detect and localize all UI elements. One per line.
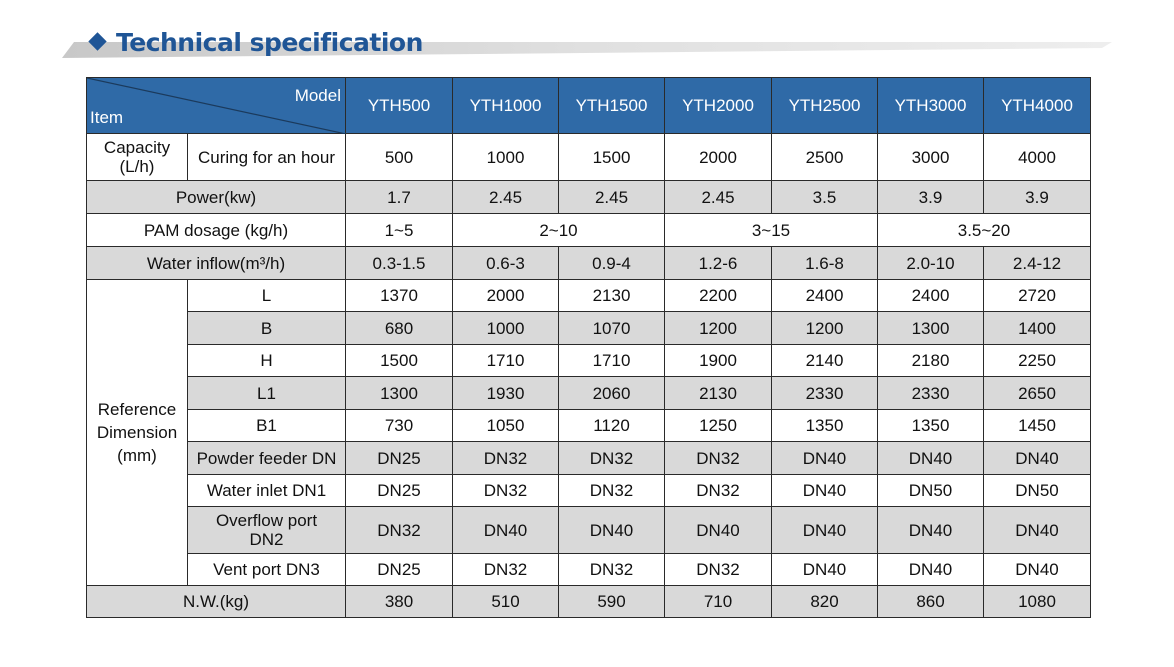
table-cell: DN40 [984, 554, 1091, 586]
table-cell: 1400 [984, 312, 1091, 345]
table-cell: DN40 [878, 507, 984, 554]
table-row [87, 134, 1091, 181]
table-cell: DN40 [984, 507, 1091, 554]
table-cell: 1710 [559, 345, 665, 377]
table-cell: 1500 [559, 134, 665, 181]
capacity-sublabel: Curing for an hour [188, 134, 346, 181]
table-cell: 2.0-10 [878, 247, 984, 280]
table-row [87, 586, 1091, 618]
corner-header-cell [87, 78, 346, 134]
table-cell: 0.9-4 [559, 247, 665, 280]
table-cell: DN32 [346, 507, 453, 554]
table-cell: 1500 [346, 345, 453, 377]
table-cell: DN32 [559, 554, 665, 586]
table-cell: 2.45 [453, 181, 559, 214]
table-cell: DN40 [878, 554, 984, 586]
dimension-label: H [188, 345, 346, 377]
dimension-label: L1 [188, 377, 346, 410]
table-row [87, 181, 1091, 214]
table-row [87, 247, 1091, 280]
power-label: Power(kw) [87, 181, 346, 214]
table-cell: 2330 [772, 377, 878, 410]
table-cell: DN40 [772, 475, 878, 507]
table-cell: 730 [346, 410, 453, 442]
table-cell: 820 [772, 586, 878, 618]
water-inflow-label: Water inflow(m³/h) [87, 247, 346, 280]
table-cell: 2130 [559, 280, 665, 312]
table-cell: 2400 [772, 280, 878, 312]
table-cell: 1.7 [346, 181, 453, 214]
table-cell: 3000 [878, 134, 984, 181]
table-row [87, 377, 1091, 410]
table-cell: 1300 [346, 377, 453, 410]
table-cell: 2.4-12 [984, 247, 1091, 280]
table-cell: 4000 [984, 134, 1091, 181]
item-label: Item [90, 108, 124, 127]
table-cell: DN25 [346, 475, 453, 507]
model-header: YTH1500 [559, 78, 665, 134]
table-cell: 2000 [665, 134, 772, 181]
dimension-label: Water inlet DN1 [188, 475, 346, 507]
table-row [87, 280, 1091, 312]
table-cell: 1370 [346, 280, 453, 312]
table-cell: 2~10 [453, 214, 665, 247]
table-cell: 2060 [559, 377, 665, 410]
table-cell: 2500 [772, 134, 878, 181]
table-cell: 2.45 [559, 181, 665, 214]
table-cell: 860 [878, 586, 984, 618]
table-cell: 710 [665, 586, 772, 618]
table-cell: 2200 [665, 280, 772, 312]
table-cell: 1200 [772, 312, 878, 345]
table-cell: 2250 [984, 345, 1091, 377]
table-cell: 2000 [453, 280, 559, 312]
model-header: YTH3000 [878, 78, 984, 134]
table-cell: DN40 [772, 442, 878, 475]
table-cell: DN40 [665, 507, 772, 554]
table-cell: DN25 [346, 442, 453, 475]
table-cell: DN32 [453, 475, 559, 507]
table-cell: 510 [453, 586, 559, 618]
table-cell: 1900 [665, 345, 772, 377]
dimension-label: L [188, 280, 346, 312]
model-header: YTH2000 [665, 78, 772, 134]
section-title: Technical specification [116, 28, 423, 57]
dimension-label: B1 [188, 410, 346, 442]
table-cell: DN40 [559, 507, 665, 554]
table-cell: 500 [346, 134, 453, 181]
table-cell: 3.5~20 [878, 214, 1091, 247]
model-header: YTH4000 [984, 78, 1091, 134]
table-row [87, 312, 1091, 345]
table-cell: 1050 [453, 410, 559, 442]
dimension-label: Vent port DN3 [188, 554, 346, 586]
table-row [87, 507, 1091, 554]
table-cell: 1000 [453, 312, 559, 345]
table-cell: 3.9 [878, 181, 984, 214]
table-cell: 2330 [878, 377, 984, 410]
net-weight-label: N.W.(kg) [87, 586, 346, 618]
table-cell: DN40 [453, 507, 559, 554]
table-row [87, 214, 1091, 247]
table-cell: 590 [559, 586, 665, 618]
model-label: Model [294, 86, 341, 105]
table-cell: 2720 [984, 280, 1091, 312]
table-cell: 3.9 [984, 181, 1091, 214]
table-cell: 1~5 [346, 214, 453, 247]
table-cell: DN40 [878, 442, 984, 475]
table-cell: 1070 [559, 312, 665, 345]
table-cell: 680 [346, 312, 453, 345]
table-cell: 0.6-3 [453, 247, 559, 280]
table-cell: 2130 [665, 377, 772, 410]
table-cell: DN32 [453, 442, 559, 475]
table-cell: 1350 [772, 410, 878, 442]
table-row [87, 442, 1091, 475]
table-cell: DN40 [772, 554, 878, 586]
table-cell: DN40 [984, 442, 1091, 475]
table-cell: DN50 [984, 475, 1091, 507]
table-cell: DN32 [559, 442, 665, 475]
table-cell: 1250 [665, 410, 772, 442]
table-cell: 380 [346, 586, 453, 618]
dimension-label: Powder feeder DN [188, 442, 346, 475]
table-cell: 0.3-1.5 [346, 247, 453, 280]
pam-label: PAM dosage (kg/h) [87, 214, 346, 247]
table-cell: DN40 [772, 507, 878, 554]
table-cell: 1000 [453, 134, 559, 181]
reference-dimension-label: Reference Dimension (mm) [87, 280, 188, 586]
dimension-label: Overflow port DN2 [188, 507, 346, 554]
model-header: YTH2500 [772, 78, 878, 134]
table-cell: 1300 [878, 312, 984, 345]
capacity-label: Capacity (L/h) [87, 134, 188, 181]
dimension-label: B [188, 312, 346, 345]
table-cell: 1350 [878, 410, 984, 442]
table-cell: 2180 [878, 345, 984, 377]
table-cell: 2140 [772, 345, 878, 377]
table-cell: DN32 [453, 554, 559, 586]
table-cell: DN32 [665, 475, 772, 507]
table-cell: 1120 [559, 410, 665, 442]
table-cell: 1.2-6 [665, 247, 772, 280]
table-cell: 1080 [984, 586, 1091, 618]
table-cell: DN50 [878, 475, 984, 507]
table-row [87, 475, 1091, 507]
table-cell: 1710 [453, 345, 559, 377]
table-cell: 2650 [984, 377, 1091, 410]
table-cell: 2.45 [665, 181, 772, 214]
table-cell: DN32 [665, 554, 772, 586]
model-header: YTH500 [346, 78, 453, 134]
table-cell: 1930 [453, 377, 559, 410]
table-cell: 1200 [665, 312, 772, 345]
table-row [87, 554, 1091, 586]
table-row [87, 410, 1091, 442]
table-cell: 1450 [984, 410, 1091, 442]
model-header: YTH1000 [453, 78, 559, 134]
table-cell: DN32 [665, 442, 772, 475]
table-cell: 3.5 [772, 181, 878, 214]
table-cell: DN25 [346, 554, 453, 586]
table-row [87, 78, 1091, 134]
table-cell: 3~15 [665, 214, 878, 247]
table-cell: DN32 [559, 475, 665, 507]
table-row [87, 345, 1091, 377]
table-cell: 1.6-8 [772, 247, 878, 280]
spec-table [86, 77, 1091, 618]
table-cell: 2400 [878, 280, 984, 312]
